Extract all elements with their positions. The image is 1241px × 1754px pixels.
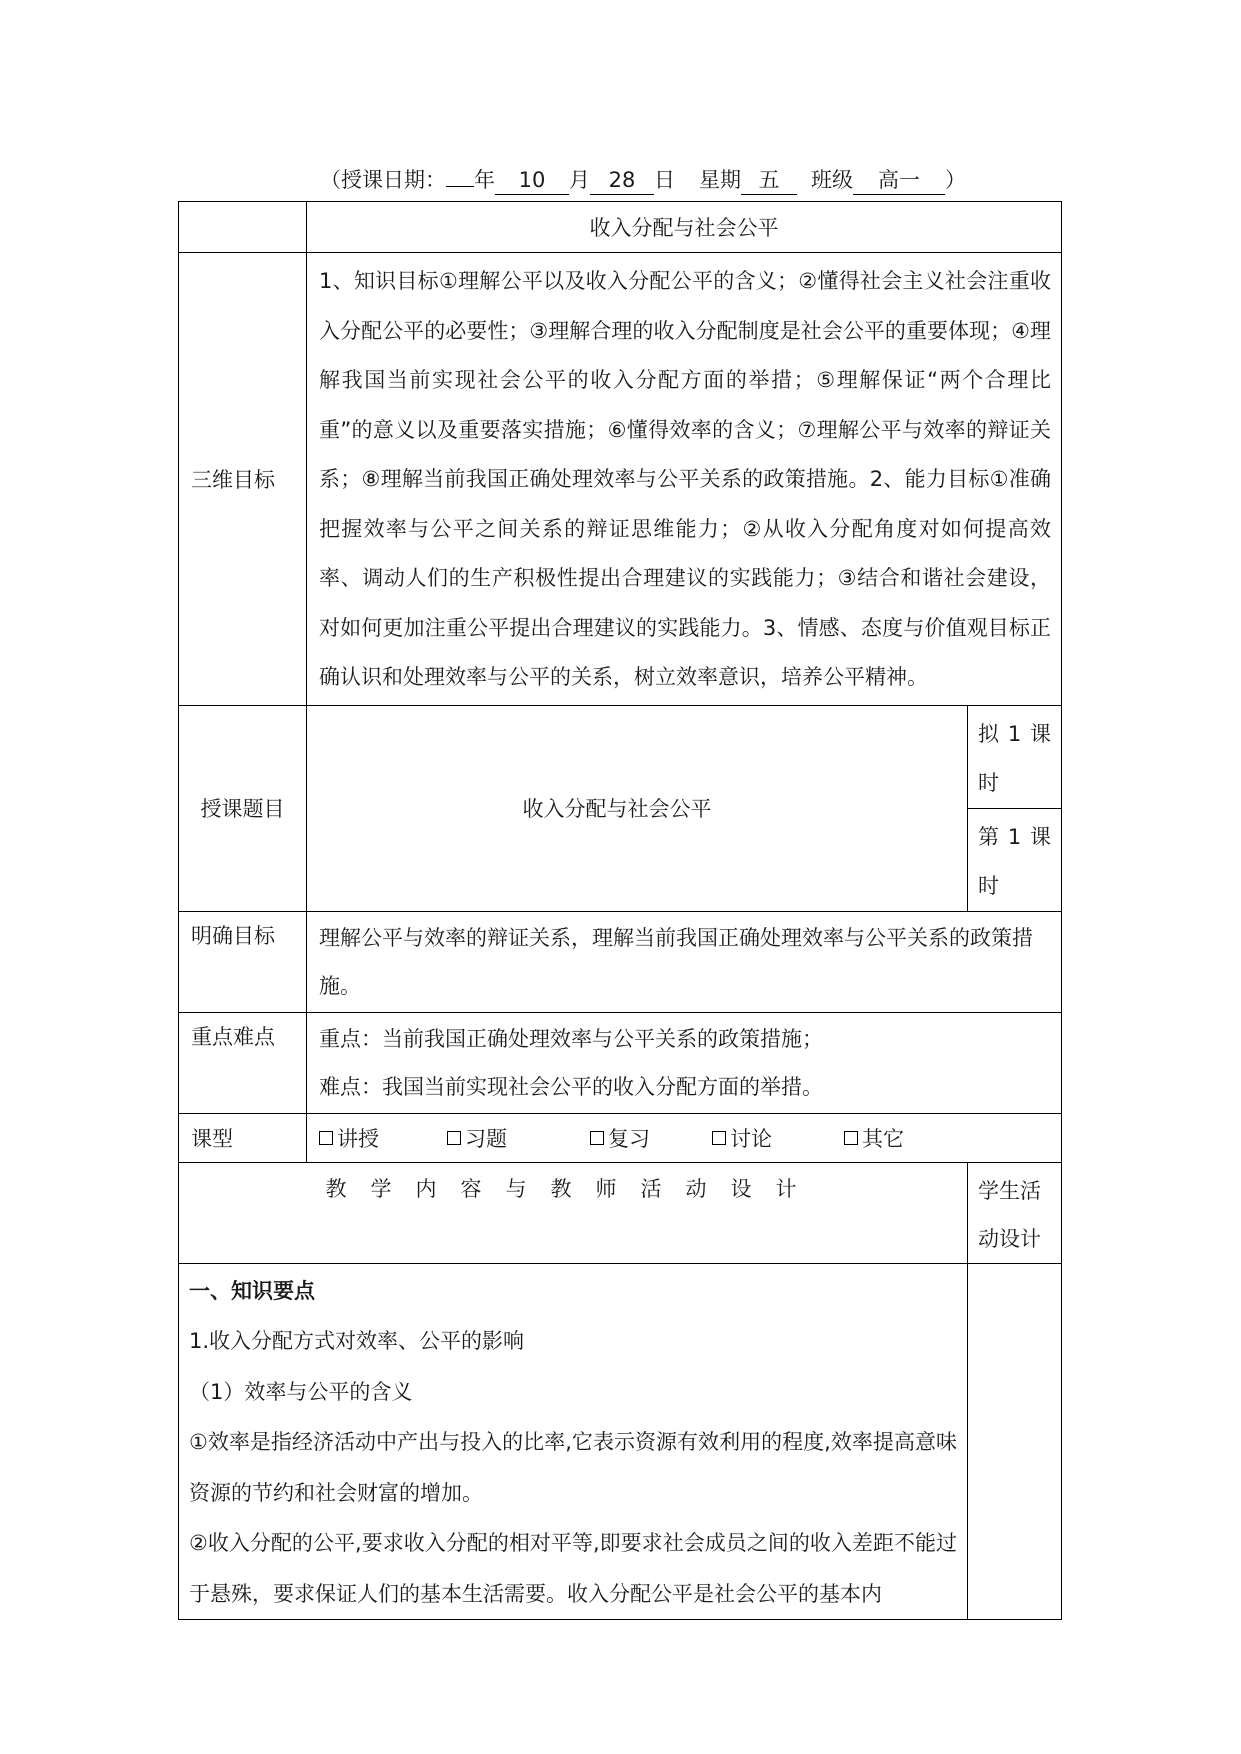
planned-num: 1 — [1007, 721, 1022, 746]
item-fairness: ②收入分配的公平,要求收入分配的相对平等,即要求社会成员之间的收入差距不能过于悬殊，要求保证人们的基本生活需要。收入分配公平是社会公平的基本内 — [189, 1531, 957, 1606]
class-field: 高一 — [853, 166, 945, 195]
topic-value: 收入分配与社会公平 — [307, 705, 968, 911]
weekday-label: 星期 — [699, 168, 741, 192]
class-label: 班级 — [811, 168, 853, 192]
current-unit: 课 — [1030, 824, 1051, 849]
current-suffix: 时 — [978, 873, 999, 898]
type-option-lecture[interactable]: 讲授 — [319, 1123, 447, 1153]
student-activity-cell — [968, 1263, 1062, 1620]
content-header: 教学内容与教师活动设计 — [179, 1162, 968, 1263]
item-efficiency: ①效率是指经济活动中产出与投入的比率,它表示资源有效利用的程度,效率提高意味资源的节约和社会财富的增加。 — [189, 1430, 957, 1505]
key-cell — [307, 1012, 1062, 1113]
lesson-plan-table — [178, 201, 1062, 1620]
checkbox-icon[interactable] — [844, 1131, 858, 1145]
year-field — [446, 158, 474, 187]
planned-unit: 课 — [1030, 721, 1051, 746]
key-point: 重点：当前我国正确处理效率与公平关系的政策措施； — [319, 1026, 823, 1051]
checkbox-icon[interactable] — [319, 1131, 333, 1145]
key-label: 重点难点 — [179, 1012, 307, 1113]
month-field: 10 — [495, 166, 569, 195]
point-1-1: （1）效率与公平的含义 — [189, 1379, 413, 1404]
header-open: （授课日期： — [320, 168, 446, 192]
goals-text: 1、知识目标①理解公平以及收入分配公平的含义；②懂得社会主义社会注重收入分配公平的必要性；③理解合理的收入分配制度是社会公平的重要体现；④理解我国当前实现社会公平的收入分配方面的举措；⑤理解保证“两个合理比重”的意义以及重要落实措施；⑥懂得效率的含义；⑦理解公平与效率的辩证关系；⑧理解当前我国正确处理效率与公平关系的政策措施。2、能力目标①准确把握效率与公平之间关系的辩证思维能力；②从收入分配角度对如何提高效率、调动人们的生产积极性提出合理建议的实践能力；③结合和谐社会建设，对如何更加注重公平提出合理建议的实践能力。3、情感、态度与价值观目标正确认识和处理效率与公平的关系，树立效率意识，培养公平精神。 — [307, 253, 1062, 706]
current-num: 1 — [1007, 824, 1022, 849]
planned-hours-cell — [968, 705, 1062, 808]
current-prefix: 第 — [978, 824, 999, 849]
section-title: 一、知识要点 — [189, 1278, 315, 1303]
goals-label: 三维目标 — [179, 253, 307, 706]
topic-label: 授课题目 — [179, 705, 307, 911]
type-option-review[interactable]: 复习 — [590, 1123, 712, 1153]
lesson-title: 收入分配与社会公平 — [307, 202, 1062, 253]
day-field: 28 — [590, 166, 654, 195]
knowledge-cell — [179, 1263, 968, 1620]
year-label: 年 — [474, 168, 495, 192]
student-header: 学生活动设计 — [968, 1162, 1062, 1263]
type-option-other[interactable]: 其它 — [844, 1123, 904, 1153]
checkbox-icon[interactable] — [447, 1131, 461, 1145]
planned-suffix: 时 — [978, 770, 999, 795]
checkbox-icon[interactable] — [590, 1131, 604, 1145]
type-option-exercise[interactable]: 习题 — [447, 1123, 590, 1153]
current-hour-cell — [968, 808, 1062, 911]
title-label-cell — [179, 202, 307, 253]
lesson-date-line — [320, 158, 966, 194]
day-label: 日 — [654, 168, 675, 192]
checkbox-icon[interactable] — [712, 1131, 726, 1145]
month-label: 月 — [569, 168, 590, 192]
point-1: 1.收入分配方式对效率、公平的影响 — [189, 1329, 525, 1353]
planned-prefix: 拟 — [978, 721, 999, 746]
type-label: 课型 — [179, 1113, 307, 1162]
clear-goal-label: 明确目标 — [179, 911, 307, 1012]
difficulty: 难点：我国当前实现社会公平的收入分配方面的举措。 — [319, 1074, 823, 1099]
type-option-discussion[interactable]: 讨论 — [712, 1123, 844, 1153]
header-close: ） — [945, 168, 966, 192]
clear-goal-text: 理解公平与效率的辩证关系，理解当前我国正确处理效率与公平关系的政策措施。 — [307, 911, 1062, 1012]
type-options — [307, 1113, 1062, 1162]
weekday-field: 五 — [741, 166, 797, 195]
